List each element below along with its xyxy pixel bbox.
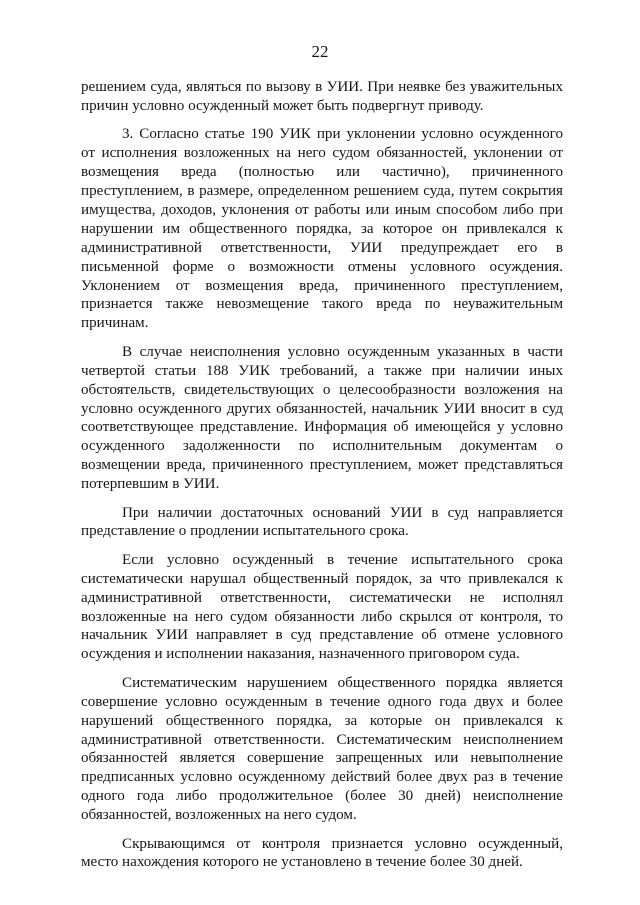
paragraph-article-190: 3. Согласно статье 190 УИК при уклонении условно осужденного от исполнения возложенных на него судом обязанностей, уклонении от возмещения вреда (полностью или частично), причиненного преступлением, в размере, определенном решением суда, путем сокрытия имущества, доходов, уклонения от работы или иным способом либо при нарушении им общественного порядка, за которое он привлекался к административной ответственности, УИИ предупреждает его в письменной форме о возможности отмены условного осуждения. Уклонением от возмещения вреда, причиненного преступлением, признается также невозмещение такого вреда по неуважительным причинам. <box>81 126 563 332</box>
paragraph-non-fulfillment: В случае неисполнения условно осужденным указанных в части четвертой статьи 188 УИК требований, а также при наличии иных обстоятельств, свидетельствующих о целесообразности возложения на условно осужденного других обязанностей, начальник УИИ вносит в суд соответствующее представление. Информация об имеющейся у условно осужденного задолженности по исполнительным документам о возмещении вреда, причиненного преступлением, может представляться потерпевшим в УИИ. <box>81 343 563 493</box>
paragraph-systematic-violation: Систематическим нарушением общественного порядка является совершение условно осужденным в течение одного года двух и более нарушений общественного порядка, за которые он привлекался к административной ответственности. Систематическим неисполнением обязанностей является совершение запрещенных или невыполнение предписанных условно осужденному действий более двух раз в течение одного года либо продолжительное (более 30 дней) неисполнение обязанностей, возложенных на него судом. <box>81 674 563 824</box>
body-text <box>81 78 563 872</box>
page-number: 22 <box>311 42 329 61</box>
paragraph-continuation: решением суда, являться по вызову в УИИ. При неявке без уважительных причин условно осужденный может быть подвергнут приводу. <box>81 79 563 114</box>
paragraph-probation-extension: При наличии достаточных оснований УИИ в суд направляется представление о продлении испытательного срока. <box>81 504 563 540</box>
paragraph-cancellation: Если условно осужденный в течение испытательного срока систематически нарушал общественный порядок, за что привлекался к административной ответственности, систематически не исполнял возложенные на него судом обязанности либо скрылся от контроля, то начальник УИИ направляет в суд представление об отмене условного осуждения и исполнении наказания, назначенного приговором суда. <box>81 551 563 663</box>
paragraph-absconding: Скрывающимся от контроля признается условно осужденный, место нахождения которого не установлено в течение более 30 дней. <box>81 835 563 871</box>
